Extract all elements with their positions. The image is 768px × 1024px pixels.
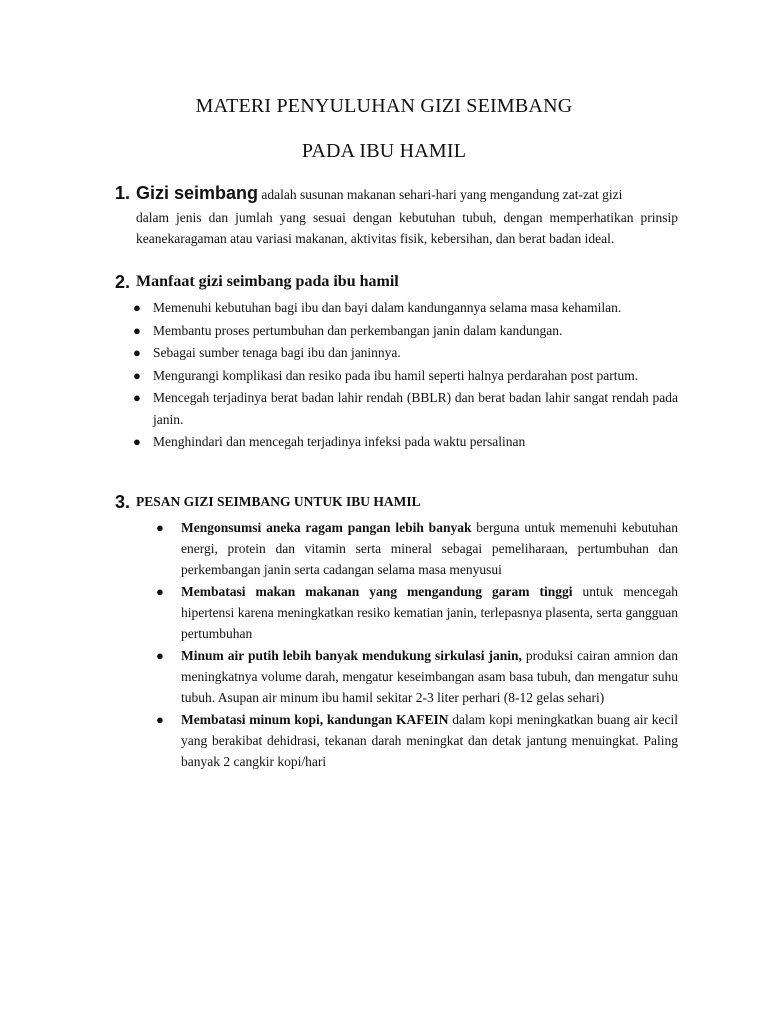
bullet-icon: ● (133, 367, 141, 383)
list-item-text: Mencegah terjadinya berat badan lahir rendah (BBLR) dan berat badan lahir sangat rendah pada janin. (153, 390, 678, 427)
list-item-text: berguna untuk memenuhi kebutuhan energi, protein dan vitamin serta mineral sebagai pemeliharaan, pertumbuhan dan perkembangan janin serta cadangan selama masa menyusui (181, 520, 678, 577)
list-item-bold: Mengonsumsi aneka ragam pangan lebih banyak (181, 520, 472, 535)
section-3 (115, 491, 678, 773)
list-item (115, 342, 678, 364)
section-title: Gizi seimbang (136, 183, 259, 203)
list-item (115, 581, 678, 644)
list-item-bold: Membatasi minum kopi, kandungan KAFEIN (181, 712, 449, 727)
section-1-paragraph: dalam jenis dan jumlah yang sesuai dengan kebutuhan tubuh, dengan memperhatikan prinsip keanekaragaman atau variasi makanan, aktivitas fisik, kebersihan, dan berat badan ideal. (136, 210, 678, 246)
section-number: 1. (115, 183, 131, 203)
list-item-text: Mengurangi komplikasi dan resiko pada ibu hamil seperti halnya perdarahan post partum. (153, 367, 639, 383)
section-3-heading (115, 491, 678, 513)
bullet-icon: ● (156, 712, 164, 727)
list-item-text: untuk mencegah hipertensi karena meningkatkan resiko kematian janin, terlepasnya plasenta, serta gangguan pertumbuhan (181, 584, 678, 641)
section-title: PESAN GIZI SEIMBANG UNTUK IBU HAMIL (136, 494, 421, 509)
section-1-heading (115, 182, 678, 206)
bullet-icon: ● (133, 322, 141, 338)
benefits-list (115, 297, 678, 453)
bullet-icon: ● (133, 300, 141, 315)
list-item-text: Menghindari dan mencegah terjadinya infeksi pada waktu persalinan (153, 434, 526, 449)
section-1 (115, 182, 678, 249)
section-title: Manfaat gizi seimbang pada ibu hamil (136, 273, 399, 290)
section-2 (115, 271, 678, 454)
section-number: 3. (115, 492, 131, 512)
list-item (115, 431, 678, 453)
bullet-icon: ● (133, 390, 141, 405)
list-item-bold: Minum air putih lebih banyak mendukung sirkulasi janin, (181, 648, 522, 663)
bullet-icon: ● (156, 520, 164, 535)
list-item-text: Sebagai sumber tenaga bagi ibu dan janinnya. (153, 345, 401, 360)
list-item (115, 365, 678, 387)
bullet-icon: ● (156, 648, 164, 663)
list-item (115, 387, 678, 430)
bullet-icon: ● (133, 345, 141, 360)
list-item-text: Memenuhi kebutuhan bagi ibu dan bayi dalam kandungannya selama masa kehamilan. (153, 300, 622, 315)
list-item-text: Membantu proses pertumbuhan dan perkembangan janin dalam kandungan. (153, 322, 563, 338)
bullet-icon: ● (156, 584, 164, 599)
section-lead-text: adalah susunan makanan sehari-hari yang mengandung zat-zat gizi (258, 187, 623, 202)
doc-title-line-1: MATERI PENYULUHAN GIZI SEIMBANG (195, 95, 573, 117)
doc-title-line-2: PADA IBU HAMIL (301, 140, 467, 162)
list-item (115, 320, 678, 342)
section-number: 2. (115, 272, 131, 292)
list-item-text: dalam kopi meningkatkan buang air kecil yang berakibat dehidrasi, tekanan darah meningkat dan detak jantung menuingkat. Paling banyak 2 cangkir kopi/hari (181, 712, 678, 769)
list-item (115, 517, 678, 580)
list-item (115, 709, 678, 772)
messages-list (115, 517, 678, 772)
list-item (115, 297, 678, 319)
section-2-heading (115, 271, 678, 293)
list-item-bold: Membatasi makan makanan yang mengandung garam tinggi (181, 584, 573, 599)
list-item-text: produksi cairan amnion dan meningkatnya volume darah, mengatur keseimbangan asam basa tubuh, dan mengatur suhu tubuh. Asupan air minum ibu hamil sekitar 2-3 liter perhari (8-12 gelas sehari) (181, 648, 678, 705)
bullet-icon: ● (133, 434, 141, 449)
list-item (115, 645, 678, 708)
